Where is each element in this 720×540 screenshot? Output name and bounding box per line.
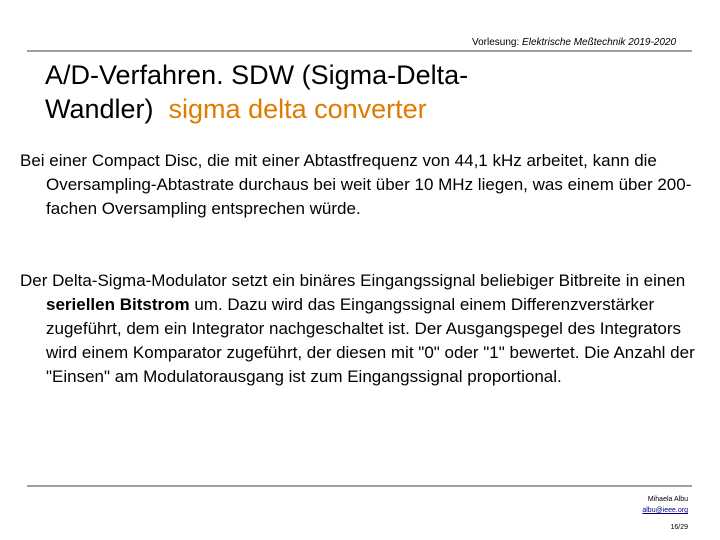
- author-name: Mihaela Albu: [647, 496, 688, 503]
- paragraph-delta-sigma: [20, 269, 706, 389]
- top-divider: [27, 50, 692, 52]
- title-main-line1: A/D-Verfahren. SDW (Sigma-Delta-: [45, 60, 469, 90]
- paragraph2-text-start: Der Delta-Sigma-Modulator setzt ein binäres Eingangssignal beliebiger Bitbreite in einen: [20, 271, 686, 290]
- title-main-line2: Wandler): [45, 94, 154, 124]
- paragraph2-bold-term: seriellen Bitstrom: [46, 295, 190, 314]
- paragraph-compact-disc: Bei einer Compact Disc, die mit einer Abtastfrequenz von 44,1 kHz arbeitet, kann die Oversampling-Abtastrate durchaus bei weit über 10 MHz liegen, was einem über 200-fachen Oversampling entsprechen würde.: [20, 151, 692, 218]
- slide-title: [45, 58, 685, 126]
- title-accent: sigma delta converter: [168, 94, 427, 124]
- page-number: 16/29: [670, 524, 688, 531]
- lecture-header: [472, 37, 676, 48]
- lecture-prefix: Vorlesung:: [472, 37, 523, 48]
- bottom-divider: [27, 485, 692, 487]
- slide-footer: [642, 494, 688, 533]
- author-email-link[interactable]: albu@ieee.org: [642, 507, 688, 514]
- paragraph2-text-end: um. Dazu wird das Eingangssignal einem Differenzverstärker zugeführt, dem ein Integrator nachgeschaltet ist. Der Ausgangspegel des Integrators wird einem Komparator zugeführt, der diesen mit "0" oder "1" bewertet. Die Anzahl der "Einsen" am Modulatorausgang ist zum Eingangssignal proportional.: [46, 295, 695, 386]
- course-name: Elektrische Meßtechnik 2019-2020: [522, 37, 677, 48]
